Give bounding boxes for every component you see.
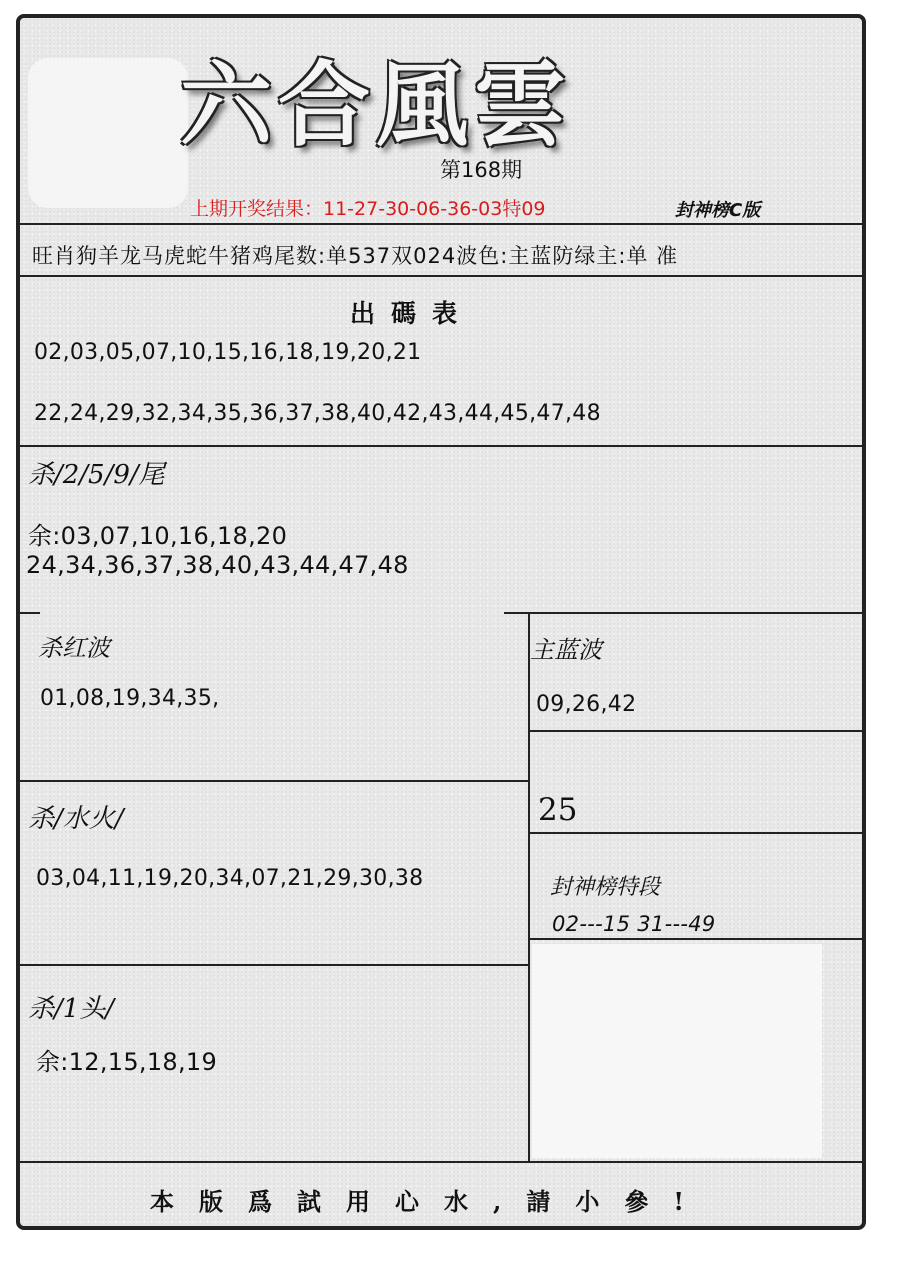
- divider: [20, 1161, 866, 1163]
- special-range-label: 封神榜特段: [550, 875, 661, 900]
- kill-tail-label: 杀/2/5/9/尾: [28, 460, 165, 490]
- divider: [20, 223, 866, 225]
- last-draw-result: 上期开奖结果：11-27-30-06-36-03特09: [190, 198, 546, 220]
- divider: [528, 832, 866, 834]
- kill-tail-rest: 24,34,36,37,38,40,43,44,47,48: [26, 551, 409, 579]
- divider: [504, 612, 866, 614]
- single-number: 25: [538, 792, 578, 828]
- divider: [20, 445, 866, 447]
- footer-note: 本版爲試用心水,請小參!: [150, 1187, 709, 1216]
- main-blue-numbers: 09,26,42: [536, 692, 637, 717]
- edition-label: 封神榜C版: [675, 200, 761, 221]
- kill-head-rest: 余:12,15,18,19: [36, 1048, 218, 1076]
- page-title: 六合風雲: [180, 51, 573, 159]
- blurred-logo-area: [28, 58, 188, 208]
- number-table-row: 22,24,29,32,34,35,36,37,38,40,42,43,44,45,47,48: [34, 401, 601, 426]
- kill-head-label: 杀/1头/: [28, 994, 115, 1024]
- blurred-area: [532, 944, 822, 1158]
- number-table-row: 02,03,05,07,10,15,16,18,19,20,21: [34, 340, 422, 365]
- kill-tail-rest: 余:03,07,10,16,18,20: [28, 522, 288, 550]
- divider: [20, 612, 40, 614]
- column-divider: [528, 612, 530, 1162]
- divider: [20, 964, 530, 966]
- lottery-sheet: [16, 14, 866, 1230]
- kill-red-numbers: 01,08,19,34,35,: [40, 686, 220, 711]
- divider: [528, 938, 866, 940]
- special-range-value: 02---15 31---49: [552, 912, 716, 936]
- kill-element-numbers: 03,04,11,19,20,34,07,21,29,30,38: [36, 866, 424, 891]
- kill-element-label: 杀/水火/: [28, 804, 124, 834]
- number-table-title: 出碼表: [350, 299, 474, 328]
- kill-red-label: 杀红波: [38, 634, 110, 662]
- zodiac-line: 旺肖狗羊龙马虎蛇牛猪鸡尾数:单537双024波色:主蓝防绿主:单 准: [32, 244, 679, 268]
- divider: [528, 730, 866, 732]
- divider: [20, 275, 866, 277]
- issue-number: 第168期: [440, 158, 523, 182]
- divider: [20, 780, 530, 782]
- main-blue-label: 主蓝波: [530, 636, 602, 664]
